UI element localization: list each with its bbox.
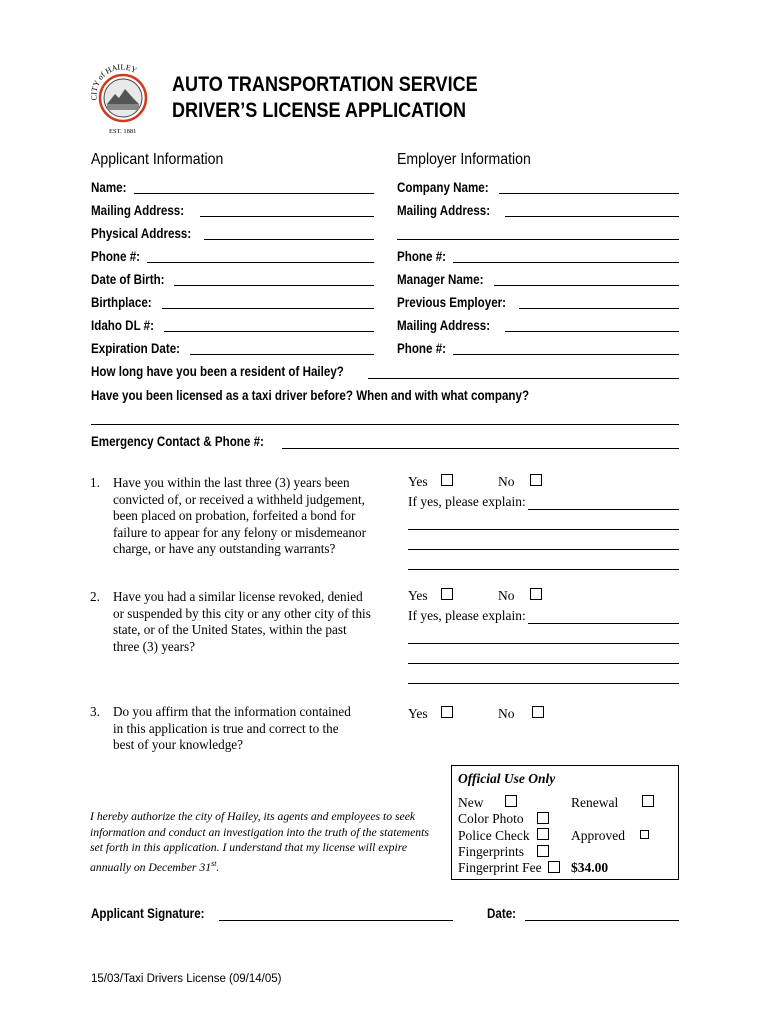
- official-fingerprints-checkbox[interactable]: [537, 845, 549, 857]
- applicant-dob-field[interactable]: [174, 285, 374, 286]
- resident-question: How long have you been a resident of Hailey?: [91, 364, 344, 379]
- question-2-explain-line-4[interactable]: [408, 683, 679, 684]
- applicant-birthplace-field[interactable]: [162, 308, 374, 309]
- question-2-explain-label: If yes, please explain:: [408, 608, 526, 623]
- question-1-number: 1.: [90, 475, 100, 490]
- official-new-checkbox[interactable]: [505, 795, 517, 807]
- applicant-idaho-dl-field[interactable]: [164, 331, 374, 332]
- question-1-explain-label: If yes, please explain:: [408, 494, 526, 509]
- question-1-no-label: No: [498, 474, 515, 489]
- employer-heading: Employer Information: [397, 151, 531, 168]
- question-2-yes-label: Yes: [408, 588, 428, 603]
- applicant-physical-address-label: Physical Address:: [91, 226, 192, 241]
- employer-manager-name-label: Manager Name:: [397, 272, 484, 287]
- question-2-explain-field[interactable]: [528, 623, 679, 624]
- question-3-yes-label: Yes: [408, 706, 428, 721]
- employer-phone-field[interactable]: [453, 262, 679, 263]
- applicant-phone-field[interactable]: [147, 262, 374, 263]
- applicant-expiration-field[interactable]: [190, 354, 374, 355]
- seal-icon: [85, 58, 157, 136]
- city-seal-logo: [85, 58, 157, 136]
- applicant-heading: Applicant Information: [91, 151, 224, 168]
- seal-arc-text: CITY of HAILEY: [89, 62, 139, 101]
- official-renewal-checkbox[interactable]: [642, 795, 654, 807]
- question-2-no-label: No: [498, 588, 515, 603]
- question-3-text: Do you affirm that the information contained in this application is true and correct to the best of your knowledge?: [113, 704, 351, 752]
- applicant-mailing-address-label: Mailing Address:: [91, 203, 185, 218]
- question-2-yes-checkbox[interactable]: [441, 588, 453, 600]
- question-1-explain-line-4[interactable]: [408, 569, 679, 570]
- authorization-sup: st: [211, 858, 217, 868]
- footer-form-id: 15/03/Taxi Drivers License (09/14/05): [91, 973, 282, 985]
- licensed-answer-field[interactable]: [91, 424, 679, 425]
- question-2-text: Have you had a similar license revoked, denied or suspended by this city or any other city of this state, or of the United States, within the past three (3) years?: [113, 589, 371, 654]
- date-label: Date:: [487, 906, 517, 921]
- applicant-signature-label: Applicant Signature:: [91, 906, 205, 921]
- official-approved-checkbox[interactable]: [640, 830, 649, 839]
- employer-prev-mailing-address-field[interactable]: [505, 331, 679, 332]
- question-1-yes-checkbox[interactable]: [441, 474, 453, 486]
- official-police-check-label: Police Check: [458, 828, 530, 843]
- question-1-yes-label: Yes: [408, 474, 428, 489]
- applicant-mailing-address-field[interactable]: [200, 216, 374, 217]
- official-color-photo-label: Color Photo: [458, 811, 524, 826]
- emergency-contact-field[interactable]: [282, 448, 679, 449]
- resident-answer-field[interactable]: [368, 378, 679, 379]
- official-use-title: Official Use Only: [458, 771, 556, 786]
- question-1-text: Have you within the last three (3) years been convicted of, or received a withheld judgement, been placed on probation, forfeited a bond for failure to appear for any felony or misdemeanor charge, or have any outstanding warrants?: [113, 475, 367, 556]
- licensed-question: Have you been licensed as a taxi driver before? When and with what company?: [91, 388, 530, 403]
- employer-address-line-2[interactable]: [397, 239, 679, 240]
- official-new-label: New: [458, 795, 484, 810]
- question-3-no-label: No: [498, 706, 515, 721]
- applicant-idaho-dl-label: Idaho DL #:: [91, 318, 155, 333]
- official-fingerprint-fee-checkbox[interactable]: [548, 861, 560, 873]
- official-fee-amount: $34.00: [571, 860, 609, 875]
- applicant-phone-label: Phone #:: [91, 249, 141, 264]
- question-1-explain-line-3[interactable]: [408, 549, 679, 550]
- question-2-explain-line-3[interactable]: [408, 663, 679, 664]
- applicant-signature-field[interactable]: [219, 920, 453, 921]
- page-title-line-1: AUTO TRANSPORTATION SERVICE: [172, 73, 478, 96]
- official-fingerprints-label: Fingerprints: [458, 844, 524, 859]
- question-3-yes-checkbox[interactable]: [441, 706, 453, 718]
- applicant-dob-label: Date of Birth:: [91, 272, 165, 287]
- question-2-number: 2.: [90, 589, 100, 604]
- applicant-physical-address-field[interactable]: [204, 239, 374, 240]
- authorization-statement: [90, 809, 436, 875]
- page-title-line-2: DRIVER’S LICENSE APPLICATION: [172, 99, 467, 122]
- employer-prev-phone-field[interactable]: [453, 354, 679, 355]
- employer-previous-employer-label: Previous Employer:: [397, 295, 507, 310]
- employer-previous-employer-field[interactable]: [519, 308, 679, 309]
- authorization-end: .: [216, 860, 220, 874]
- official-renewal-label: Renewal: [571, 795, 619, 810]
- question-3-no-checkbox[interactable]: [532, 706, 544, 718]
- employer-prev-phone-label: Phone #:: [397, 341, 447, 356]
- seal-est-text: EST. 1881: [109, 128, 137, 135]
- employer-company-name-label: Company Name:: [397, 180, 489, 195]
- applicant-name-field[interactable]: [134, 193, 374, 194]
- emergency-contact-label: Emergency Contact & Phone #:: [91, 434, 264, 449]
- question-3-number: 3.: [90, 704, 100, 719]
- question-2-explain-line-2[interactable]: [408, 643, 679, 644]
- employer-manager-name-field[interactable]: [494, 285, 679, 286]
- applicant-name-label: Name:: [91, 180, 127, 195]
- applicant-expiration-label: Expiration Date:: [91, 341, 181, 356]
- official-approved-label: Approved: [571, 828, 625, 843]
- question-1-no-checkbox[interactable]: [530, 474, 542, 486]
- date-field[interactable]: [525, 920, 679, 921]
- employer-phone-label: Phone #:: [397, 249, 447, 264]
- question-2-no-checkbox[interactable]: [530, 588, 542, 600]
- official-police-check-checkbox[interactable]: [537, 828, 549, 840]
- employer-mailing-address-field[interactable]: [505, 216, 679, 217]
- employer-prev-mailing-address-label: Mailing Address:: [397, 318, 491, 333]
- official-fingerprint-fee-label: Fingerprint Fee: [458, 860, 542, 875]
- official-color-photo-checkbox[interactable]: [537, 812, 549, 824]
- employer-mailing-address-label: Mailing Address:: [397, 203, 491, 218]
- question-1-explain-field[interactable]: [528, 509, 679, 510]
- applicant-birthplace-label: Birthplace:: [91, 295, 152, 310]
- employer-company-name-field[interactable]: [499, 193, 679, 194]
- question-1-explain-line-2[interactable]: [408, 529, 679, 530]
- authorization-text: I hereby authorize the city of Hailey, its agents and employees to seek information and conduct an investigation into the truth of the statements set forth in this application. I understand that my license will expire annually on December 31: [90, 810, 429, 874]
